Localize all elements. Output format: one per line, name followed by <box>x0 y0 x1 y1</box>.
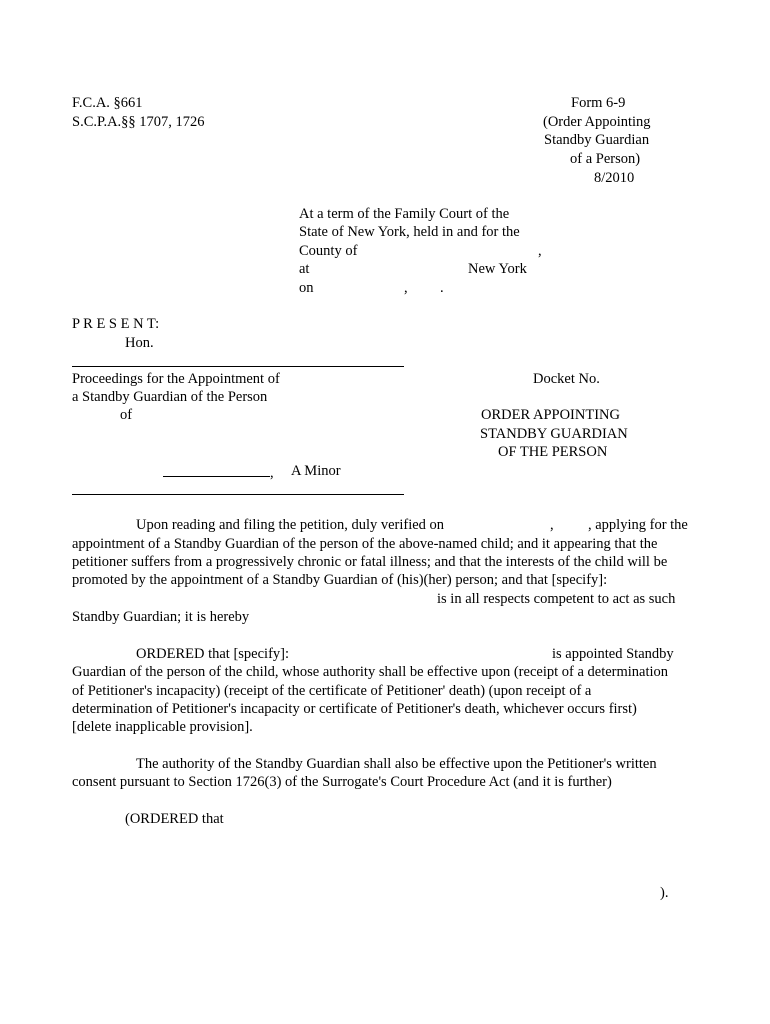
petition-date-comma: , <box>550 517 554 533</box>
petition-recital-line4: promoted by the appointment of a Standby Guardian of (his)(her) person; and that [specify]: <box>72 572 608 588</box>
ordered-specify: ORDERED that [specify]: <box>136 646 290 662</box>
court-term-line2: State of New York, held in and for the <box>299 224 520 240</box>
order-title-line1: ORDER APPOINTING <box>481 407 620 423</box>
statute-reference-scpa: S.C.P.A.§§ 1707, 1726 <box>72 114 205 130</box>
caption-bottom-rule <box>72 494 404 495</box>
county-comma: , <box>538 243 542 259</box>
form-revision-date: 8/2010 <box>594 170 635 186</box>
caption-line1: Proceedings for the Appointment of <box>72 371 280 387</box>
ordered-appointed: is appointed Standby <box>552 646 674 662</box>
at-label: at <box>299 261 310 277</box>
statute-reference-fca: F.C.A. §661 <box>72 95 143 111</box>
on-label: on <box>299 280 314 296</box>
minor-name-blank <box>163 462 274 483</box>
ordered-line3: of Petitioner's incapacity) (receipt of the certificate of Petitioner' death) (upon receipt of a <box>72 683 592 699</box>
further-ordered: (ORDERED that <box>125 811 224 827</box>
petition-recital-line6: Standby Guardian; it is hereby <box>72 609 250 625</box>
further-ordered-close: ). <box>660 885 669 901</box>
petition-recital-line2: appointment of a Standby Guardian of the person of the above-named child; and it appearing that the <box>72 536 658 552</box>
minor-name-underline <box>163 462 270 477</box>
minor-comma: , <box>270 465 274 481</box>
caption-line2: a Standby Guardian of the Person <box>72 389 268 405</box>
docket-number-label: Docket No. <box>533 371 600 387</box>
caption-top-rule <box>72 366 404 367</box>
court-city: New York <box>468 261 527 277</box>
authority-consent-line1: The authority of the Standby Guardian shall also be effective upon the Petitioner's written <box>136 756 657 772</box>
petition-recital-end: , applying for the <box>588 517 688 533</box>
ordered-line5: [delete inapplicable provision]. <box>72 719 253 735</box>
on-comma: , <box>404 280 408 296</box>
court-term-line1: At a term of the Family Court of the <box>299 206 510 222</box>
authority-consent-line2: consent pursuant to Section 1726(3) of the Surrogate's Court Procedure Act (and it is further) <box>72 774 612 790</box>
caption-of: of <box>120 407 133 423</box>
judge-honorific: Hon. <box>125 335 154 351</box>
on-period: . <box>440 280 444 296</box>
minor-label: A Minor <box>291 463 341 479</box>
order-title-line3: OF THE PERSON <box>498 444 608 460</box>
ordered-line2: Guardian of the person of the child, whose authority shall be effective upon (receipt of a determination <box>72 664 669 680</box>
county-label: County of <box>299 243 358 259</box>
petition-recital-line3: petitioner suffers from a progressively chronic or fatal illness; and that the interests of the child will be <box>72 554 668 570</box>
order-title-line2: STANDBY GUARDIAN <box>480 426 628 442</box>
petition-recital-start: Upon reading and filing the petition, duly verified on <box>136 517 445 533</box>
form-description-line1: (Order Appointing <box>543 114 651 130</box>
form-description-line2: Standby Guardian <box>544 132 650 148</box>
present-label: P R E S E N T: <box>72 316 160 332</box>
ordered-line4: determination of Petitioner's incapacity or certificate of Petitioner's death, whichever occurs first) <box>72 701 637 717</box>
petition-recital-line5: is in all respects competent to act as such <box>437 591 676 607</box>
form-number: Form 6-9 <box>571 95 626 111</box>
form-description-line3: of a Person) <box>570 151 641 167</box>
